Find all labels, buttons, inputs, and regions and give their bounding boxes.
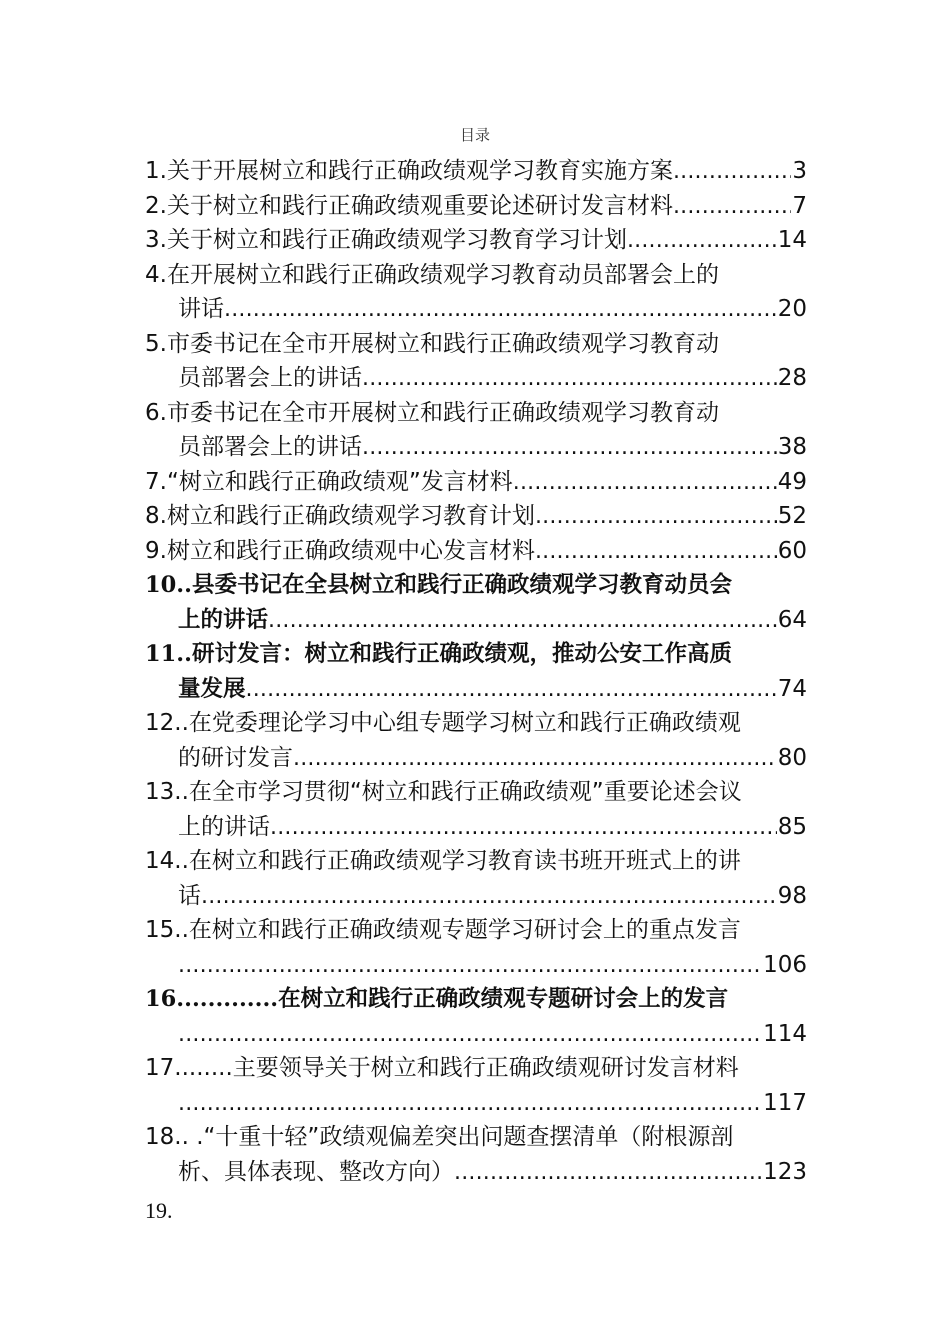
toc-entry-line [145, 706, 807, 741]
toc-entry[interactable] [145, 396, 807, 465]
toc-entry-title: 讲话 [178, 296, 224, 322]
toc-entry-line [145, 327, 807, 362]
toc-page-number: 98 [777, 882, 807, 909]
toc-title: 目录 [459, 126, 490, 144]
toc-page-number: 117 [763, 1089, 807, 1116]
dot-leader [178, 1086, 762, 1121]
dot-leader [535, 499, 777, 534]
toc-page-number: 60 [777, 537, 807, 564]
toc-entry-title: 上的讲话 [178, 813, 270, 840]
toc-entry-title: “树立和践行正确政绩观”发言材料 [166, 468, 513, 495]
toc-entry-line [145, 948, 807, 983]
toc-page-number: 64 [777, 606, 807, 633]
toc-entry[interactable] [145, 189, 807, 224]
toc-entry-title: 话 [178, 882, 201, 909]
toc-entry-line [145, 499, 807, 534]
toc-entry-number: 8. [145, 503, 167, 529]
toc-entry-number: 15.. [145, 917, 189, 943]
toc-entry-line [145, 672, 807, 707]
toc-entry-title: 县委书记在全县树立和践行正确政绩观学习教育动员会 [191, 572, 732, 598]
toc-entry-number: 18.. . [145, 1124, 204, 1150]
dot-leader [246, 672, 777, 707]
dot-leader [673, 189, 791, 224]
table-of-contents [145, 154, 807, 1189]
toc-entry-title: 市委书记在全市开展树立和践行正确政绩观学习教育动 [166, 399, 719, 426]
toc-page-number: 7 [792, 192, 807, 219]
dot-leader [224, 292, 777, 327]
dot-leader [293, 741, 777, 776]
toc-entry-title: 员部署会上的讲话 [178, 365, 362, 391]
toc-entry[interactable] [145, 568, 807, 637]
toc-entry[interactable] [145, 844, 807, 913]
toc-entry[interactable] [145, 499, 807, 534]
toc-entry[interactable] [145, 706, 807, 775]
toc-entry-title: 研讨发言：树立和践行正确政绩观，推动公安工作高质 [191, 641, 732, 667]
toc-entry-line [145, 396, 807, 431]
toc-page-number: 74 [777, 675, 807, 702]
toc-entry-title: 上的讲话 [178, 606, 269, 633]
toc-entry[interactable] [145, 327, 807, 396]
toc-entry-number: 6. [145, 399, 167, 426]
toc-entry-title: 树立和践行正确政绩观中心发言材料 [166, 537, 535, 564]
dot-leader [454, 1155, 762, 1190]
toc-entry-number: 11.. [145, 641, 192, 667]
toc-entry-line [145, 568, 807, 603]
toc-entry-number: 10.. [145, 572, 192, 598]
toc-entry-line [145, 189, 807, 224]
toc-entry[interactable] [145, 534, 807, 569]
toc-entry-title: 员部署会上的讲话 [178, 434, 362, 460]
toc-entry-line [145, 1120, 807, 1155]
dot-leader [362, 361, 777, 396]
toc-entry-title: 主要领导关于树立和践行正确政绩观研讨发言材料 [232, 1055, 739, 1081]
dot-leader [513, 465, 777, 500]
toc-page-number: 85 [777, 813, 807, 840]
toc-entry-title: 在开展树立和践行正确政绩观学习教育动员部署会上的 [166, 261, 719, 288]
toc-entry-line [145, 534, 807, 569]
toc-entry[interactable] [145, 982, 807, 1051]
toc-entry[interactable] [145, 1120, 807, 1189]
toc-entry-number: 7. [145, 468, 167, 495]
toc-entry-title: 树立和践行正确政绩观学习教育计划 [166, 503, 535, 529]
toc-entry-line [145, 465, 807, 500]
toc-entry-title: 的研讨发言 [178, 744, 293, 771]
toc-entry-number: 1. [145, 158, 167, 184]
toc-page-number: 28 [777, 365, 807, 391]
toc-entry-title: 在党委理论学习中心组专题学习树立和践行正确政绩观 [188, 710, 741, 736]
toc-entry[interactable] [145, 775, 807, 844]
toc-entry[interactable] [145, 465, 807, 500]
toc-page-number: 123 [763, 1158, 807, 1185]
toc-entry-title: 关于树立和践行正确政绩观学习教育学习计划 [166, 227, 627, 253]
toc-entry-line [145, 982, 807, 1017]
toc-entry-line [145, 913, 807, 948]
toc-entry-number: 3. [145, 227, 167, 253]
toc-entry-line [145, 741, 807, 776]
toc-entry-line [145, 430, 807, 465]
toc-entry-line [145, 603, 807, 638]
dot-leader [178, 1017, 762, 1052]
dot-leader [268, 603, 777, 638]
toc-page-number: 20 [777, 296, 807, 322]
dot-leader [201, 879, 777, 914]
toc-entry-title: 关于树立和践行正确政绩观重要论述研讨发言材料 [166, 192, 673, 219]
toc-entry-title: 在全市学习贯彻“树立和践行正确政绩观”重要论述会议 [188, 779, 742, 805]
toc-entry-number: 5. [145, 330, 167, 357]
toc-entry-title: 量发展 [178, 675, 246, 702]
toc-entry[interactable] [145, 223, 807, 258]
dot-leader [270, 810, 777, 845]
toc-entry-line [145, 361, 807, 396]
dot-leader [178, 948, 762, 983]
toc-entry-line [145, 810, 807, 845]
toc-entry-title: 市委书记在全市开展树立和践行正确政绩观学习教育动 [166, 330, 719, 357]
toc-entry[interactable] [145, 1051, 807, 1120]
toc-page-number: 114 [763, 1020, 807, 1047]
toc-page-number: 3 [792, 158, 807, 184]
toc-entry-title: 析、具体表现、整改方向） [178, 1158, 454, 1185]
toc-entry-line [145, 1155, 807, 1190]
toc-page-number: 49 [777, 468, 807, 495]
toc-entry-title: 在树立和践行正确政绩观专题学习研讨会上的重点发言 [188, 917, 741, 943]
toc-entry-number: 9. [145, 537, 167, 564]
toc-entry-number: 13.. [145, 779, 189, 805]
toc-entry-number: 12.. [145, 710, 189, 736]
toc-entry-title: 关于开展树立和践行正确政绩观学习教育实施方案 [166, 158, 673, 184]
toc-entry-number: 17........ [145, 1055, 233, 1081]
toc-page-number: 38 [777, 434, 807, 460]
toc-page-number: 80 [777, 744, 807, 771]
toc-entry-title: 在树立和践行正确政绩观学习教育读书班开班式上的讲 [188, 848, 741, 874]
trailing-number: 19. [145, 1198, 173, 1223]
toc-entry-line [145, 258, 807, 293]
toc-entry-title: 在树立和践行正确政绩观专题研讨会上的发言 [278, 986, 729, 1012]
dot-leader [362, 430, 777, 465]
toc-entry-title: “十重十轻”政绩观偏差突出问题查摆清单（附根源剖 [203, 1124, 734, 1150]
toc-entry-number: 2. [145, 192, 167, 219]
toc-entry-line [145, 1086, 807, 1121]
toc-entry-line [145, 879, 807, 914]
toc-entry-line [145, 637, 807, 672]
toc-entry[interactable] [145, 258, 807, 327]
toc-entry-number: 14.. [145, 848, 189, 874]
toc-entry-number: 4. [145, 261, 167, 288]
toc-entry[interactable] [145, 637, 807, 706]
toc-entry-line [145, 154, 807, 189]
dot-leader [627, 223, 777, 258]
toc-entry-line [145, 1051, 807, 1086]
toc-entry-line [145, 844, 807, 879]
toc-entry[interactable] [145, 913, 807, 982]
toc-page-number: 14 [777, 227, 807, 253]
dot-leader [535, 534, 777, 569]
toc-page-number: 106 [763, 951, 807, 978]
toc-page-number: 52 [777, 503, 807, 529]
toc-entry-line [145, 223, 807, 258]
toc-entry-line [145, 1017, 807, 1052]
toc-entry-number: 16............. [145, 986, 279, 1012]
toc-entry-line [145, 775, 807, 810]
dot-leader [673, 154, 791, 189]
toc-entry[interactable] [145, 154, 807, 189]
toc-entry-line [145, 292, 807, 327]
